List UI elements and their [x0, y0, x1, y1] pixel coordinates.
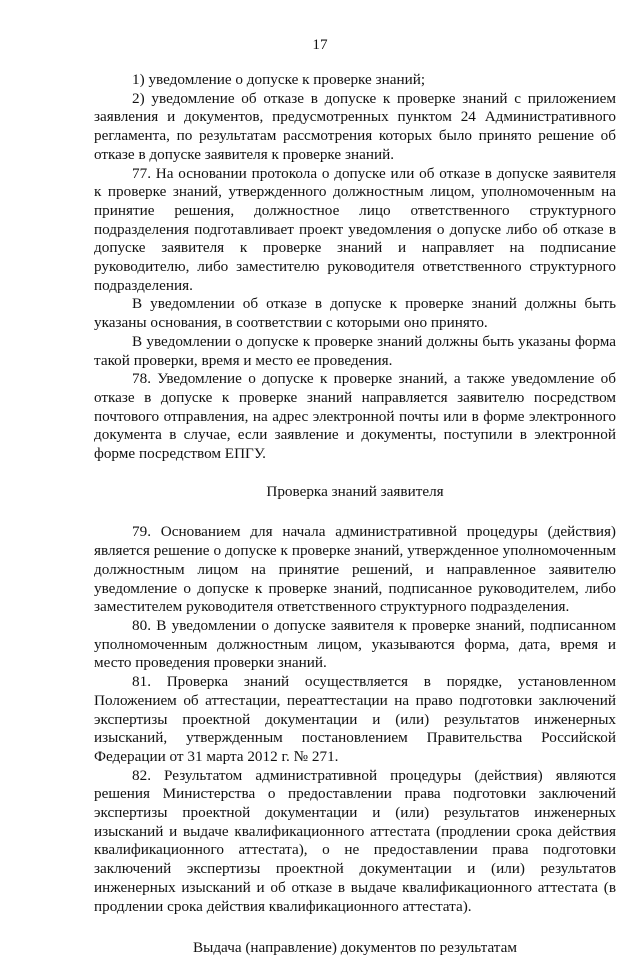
paragraph-81: 81. Проверка знаний осуществляется в порядке, установленном Положением об аттестации, переаттестации на право подготовки заключений экспертизы проектной документации и (или) результатов инженерных изысканий, утвержденным постановлением Правительства Российской Федерации от 31 марта 2012 г. № 271.	[94, 673, 616, 765]
section-heading-knowledge-check: Проверка знаний заявителя	[266, 482, 444, 500]
paragraph-82: 82. Результатом административной процедуры (действия) являются решения Министерства о предоставлении права подготовки заключений экспертизы проектной документации и (или) результатов инженерных изысканий и выдаче квалификационного аттестата (продлении срока действия квалификационного аттестата), о не предоставлении права подготовки заключений экспертизы проектной документации и (или) результатов инженерных изысканий и об отказе в выдаче квалификационного аттестата (в продлении срока действия квалификационного аттестата).	[94, 766, 616, 915]
paragraph-77: 77. На основании протокола о допуске или об отказе в допуске заявителя к проверке знаний, утвержденного должностным лицом, уполномоченным на принятие решения, должностное лицо ответственного структурного подразделения подготавливает проект уведомления о допуске либо об отказе в допуске заявителя к проверке знаний и направляет на подписание руководителю, либо заместителю руководителя ответственного структурного подразделения.	[94, 164, 616, 294]
list-item-1: 1) уведомление о допуске к проверке знаний;	[132, 71, 426, 88]
paragraph-79: 79. Основанием для начала административной процедуры (действия) является решение о допуске к проверке знаний, утвержденное уполномоченным должностным лицом на принятие решений, и направленное заявителю уведомление о допуске к проверке знаний, подписанное руководителем, либо заместителем руководителя ответственного структурного подразделения.	[94, 523, 616, 616]
paragraph-78: 78. Уведомление о допуске к проверке знаний, а также уведомление об отказе в допуске к проверке знаний направляется заявителю посредством почтового отправления, на адрес электронной почты или в форме электронного документа в случае, если заявление и документы, поступили в электронной форме посредством ЕПГУ.	[94, 370, 616, 463]
paragraph-80: 80. В уведомлении о допуске заявителя к проверке знаний, подписанном уполномоченным должностным лицом, указываются форма, дата, время и место проведения проверки знаний.	[94, 616, 616, 672]
list-item-2: 2) уведомление об отказе в допуске к проверке знаний с приложением заявления и документов, предусмотренных пунктом 24 Административного регламента, по результатам рассмотрения которых было принято решение об отказе в допуске заявителя к проверке знаний.	[94, 89, 616, 163]
paragraph-admission-details: В уведомлении о допуске к проверке знаний должны быть указаны форма такой проверки, время и место ее проведения.	[94, 332, 616, 369]
document-body	[94, 71, 616, 958]
section-heading-issuance: Выдача (направление) документов по результатам	[193, 939, 517, 957]
page-number: 17	[312, 36, 328, 53]
paragraph-refusal-grounds: В уведомлении об отказе в допуске к проверке знаний должны быть указаны основания, в соответствии с которыми оно принято.	[94, 295, 616, 332]
